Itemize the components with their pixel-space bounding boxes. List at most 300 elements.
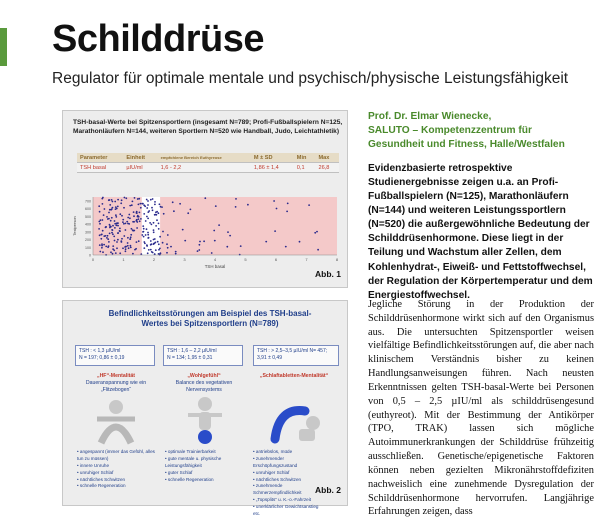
data-point: [125, 250, 127, 252]
box-line: TSH : < 1,3 µIU/ml: [79, 348, 121, 354]
data-point: [170, 246, 172, 248]
data-point: [119, 230, 121, 232]
data-point: [166, 252, 168, 254]
data-point: [151, 224, 153, 226]
list-item: • zunehmender Erschöpfungszustand: [253, 456, 323, 470]
data-point: [146, 228, 148, 230]
x-tick-label: 1: [122, 257, 125, 262]
data-point: [109, 204, 111, 206]
data-point: [175, 251, 177, 253]
list-item: • unruhiger Schlaf: [253, 470, 323, 477]
x-tick-label: 8: [335, 257, 339, 262]
table-cell: 26,8: [316, 163, 340, 173]
data-point: [126, 221, 128, 223]
data-point: [143, 228, 145, 230]
data-point: [147, 252, 149, 254]
table-cell: 1,6 - 2,2: [158, 163, 251, 173]
data-point: [147, 234, 149, 236]
data-point: [158, 212, 160, 214]
symptom-list: [253, 449, 323, 518]
x-tick-label: 2: [152, 257, 156, 262]
data-point: [147, 232, 149, 234]
list-item: • unruhiger Schlaf: [77, 470, 157, 477]
data-point: [160, 252, 162, 254]
data-point: [102, 230, 104, 232]
data-point: [158, 223, 160, 225]
data-point: [136, 221, 138, 223]
data-point: [143, 236, 145, 238]
y-axis-label: Testperson: [72, 216, 77, 236]
data-point: [122, 219, 124, 221]
intro-paragraph: Evidenzbasierte retrospektive Studienergebnisse zeigen u.a. an Profi-Fußballspielern (N=125), Marathonläufern (N=144) und weiteren Leistungssportlern (N=520) die außergewöhnliche Bedeutung der Schilddrüsenhormone. Diese liegt in der Teilung und Wachstum aller Zellen, dem Kohlenhydrat-, Eiweiß- und Fettstoffwechsel, der Regulation der Körpertemperatur und dem Energiestoffwechsel.: [368, 163, 593, 301]
data-point: [155, 249, 157, 251]
data-point: [117, 239, 119, 241]
data-point: [99, 244, 101, 246]
tsh-range-box: [253, 345, 339, 366]
data-point: [172, 201, 174, 203]
figure-2-title: [79, 309, 341, 330]
list-item: • optimale Trainierbarkeit: [165, 449, 245, 456]
data-point: [129, 205, 131, 207]
symptom-list: [77, 449, 157, 490]
data-point: [150, 199, 152, 201]
data-point: [98, 228, 100, 230]
figure-2-label: Abb. 2: [315, 485, 341, 495]
data-point: [105, 227, 107, 229]
exhausted-figure-icon: [269, 399, 325, 445]
data-point: [314, 232, 316, 234]
data-point: [107, 218, 109, 220]
data-point: [109, 209, 111, 211]
data-point: [265, 241, 267, 243]
data-point: [158, 249, 160, 251]
table-header-cell: Min: [294, 153, 316, 163]
data-point: [147, 211, 149, 213]
author-name: Prof. Dr. Elmar Wienecke,: [368, 111, 492, 122]
data-point: [152, 252, 154, 254]
data-point: [162, 231, 164, 233]
data-point: [144, 243, 146, 245]
data-point: [108, 212, 110, 214]
data-point: [112, 229, 114, 231]
data-point: [199, 241, 201, 243]
table-header-cell: Max: [316, 153, 340, 163]
body-paragraph: Jegliche Störung in der Produktion der Schilddrüsenhormone wirkt sich auf den Organismus aus. Die untersuchten Spitzensportler weisen vielfältige Befindlichkeitsstörungen auf, die aber nach klinischem Verständnis bisher zu keinen Handlungsanweisungen führen. Nach neusten Erkenntnissen gelten TSH-basal-Werte bei Personen von 0,5 – 2,5 µIU/ml als schilddrüsengesund (euthyreot). Mit der Bestimmung der Antikörper (TPO, TRAK) lassen sich mögliche Autoimmunerkrankungen der Schilddrüse frühzeitig ausschließen. Genetische/epigenetische Faktoren können neben gezielten Mikronährstoffdefiziten nachweislich eine zunehmende Dysregulation der Schilddrüsenhormone hervorrufen. Langjährige Erfahrungen zeigen, dass: [368, 299, 594, 518]
accent-bar: [0, 28, 7, 66]
tsh-range-box: [163, 345, 243, 366]
data-point: [158, 243, 160, 245]
data-point: [187, 212, 189, 214]
data-point: [98, 221, 100, 223]
data-point: [153, 243, 155, 245]
data-point: [106, 216, 108, 218]
data-point: [114, 223, 116, 225]
data-point: [130, 234, 132, 236]
data-point: [116, 223, 118, 225]
figure-2-title-line: Wertes bei Spitzensportlern (N=789): [141, 319, 279, 329]
data-point: [102, 203, 104, 205]
data-point: [109, 233, 111, 235]
data-point: [127, 237, 129, 239]
data-point: [115, 252, 117, 254]
list-item: • angespannt (immer das Gefühl, alles tun zu müssen): [77, 449, 157, 463]
figure-1-label: Abb. 1: [315, 269, 341, 279]
data-point: [122, 221, 124, 223]
x-tick-label: 3: [183, 257, 186, 262]
data-point: [138, 216, 140, 218]
data-point: [121, 215, 123, 217]
data-point: [175, 253, 177, 255]
data-point: [133, 215, 135, 217]
data-point: [229, 235, 231, 237]
data-point: [299, 241, 301, 243]
data-point: [274, 230, 276, 232]
data-point: [173, 210, 175, 212]
data-point: [142, 231, 144, 233]
data-point: [184, 240, 186, 242]
column-heading: [75, 373, 157, 394]
data-point: [139, 220, 141, 222]
data-point: [227, 231, 229, 233]
y-tick-label: 100: [85, 245, 91, 250]
figure-1-title: TSH-basal-Werte bei Spitzensportlern (insgesamt N=789; Profi-Fußballspielern N=125, Marathonläufern N=144, weiteren Sportlern N=520 wie Handball, Judo, Leichtathletik): [73, 119, 343, 135]
data-point: [112, 253, 114, 255]
y-tick-label: 400: [85, 222, 91, 227]
data-point: [128, 214, 130, 216]
data-point: [153, 222, 155, 224]
data-point: [218, 224, 220, 226]
column-heading-sub: Daueranspannung wie ein „Flitzebogen“: [85, 380, 147, 394]
data-point: [117, 225, 119, 227]
data-point: [98, 205, 100, 207]
data-point: [143, 213, 145, 215]
data-point: [148, 249, 150, 251]
data-point: [102, 251, 104, 253]
data-point: [146, 216, 148, 218]
data-point: [101, 247, 103, 249]
table-header-cell: Parameter: [77, 153, 123, 163]
data-point: [121, 199, 123, 201]
data-point: [136, 211, 138, 213]
list-item: • guter Schlaf: [165, 470, 245, 477]
data-point: [101, 198, 103, 200]
y-tick-label: 600: [85, 207, 91, 212]
data-point: [130, 247, 132, 249]
data-point: [197, 250, 199, 252]
data-point: [140, 207, 142, 209]
box-line: 3,91 ± 0,49: [257, 355, 282, 362]
data-point: [145, 234, 147, 236]
tense-figure-icon: [91, 397, 141, 445]
data-point: [136, 227, 138, 229]
list-item: • nächtliches Schwitzen: [253, 477, 323, 484]
data-point: [163, 213, 165, 215]
data-point: [122, 247, 124, 249]
data-point: [155, 211, 157, 213]
data-point: [99, 234, 101, 236]
table-row: [77, 163, 339, 173]
data-point: [117, 206, 119, 208]
list-item: • schnelle Regeneration: [77, 483, 157, 490]
data-point: [134, 249, 136, 251]
page-subtitle: Regulator für optimale mentale und psychisch/physische Leistungsfähigkeit: [52, 70, 569, 87]
data-point: [115, 214, 117, 216]
data-point: [128, 247, 130, 249]
data-point: [153, 229, 155, 231]
data-point: [125, 223, 127, 225]
data-point: [147, 218, 149, 220]
data-point: [133, 221, 135, 223]
box-line: N = 134; 1,95 ± 0,31: [167, 355, 213, 362]
data-point: [114, 240, 116, 242]
data-point: [146, 199, 148, 201]
figure-2: [62, 300, 348, 517]
data-point: [108, 241, 110, 243]
data-point: [104, 208, 106, 210]
data-point: [103, 244, 105, 246]
data-point: [156, 219, 158, 221]
data-point: [137, 198, 139, 200]
data-point: [130, 236, 132, 238]
x-tick-label: 0: [91, 257, 95, 262]
data-point: [110, 220, 112, 222]
data-point: [127, 245, 129, 247]
data-point: [116, 247, 118, 249]
data-point: [273, 200, 275, 202]
data-point: [123, 235, 125, 237]
data-point: [108, 245, 110, 247]
data-point: [110, 226, 112, 228]
data-point: [144, 205, 146, 207]
data-point: [138, 240, 140, 242]
data-point: [141, 203, 143, 205]
data-point: [99, 251, 101, 253]
data-point: [101, 245, 103, 247]
data-point: [276, 208, 278, 210]
x-tick-label: 5: [244, 257, 247, 262]
data-point: [203, 240, 205, 242]
data-point: [121, 241, 123, 243]
list-item: • gute mentale u. physische Leistungsfähigkeit: [165, 456, 245, 470]
data-point: [146, 207, 148, 209]
table-header-row: [77, 153, 339, 163]
data-point: [285, 246, 287, 248]
x-tick-label: 4: [213, 257, 217, 262]
data-point: [117, 232, 119, 234]
data-point: [147, 237, 149, 239]
data-point: [132, 201, 134, 203]
data-point: [151, 207, 153, 209]
table-header-cell: M ± SD: [251, 153, 294, 163]
x-tick-label: 6: [274, 257, 278, 262]
data-point: [204, 197, 206, 199]
data-point: [124, 246, 126, 248]
data-point: [117, 199, 119, 201]
data-point: [124, 197, 126, 199]
symptom-list: [165, 449, 245, 483]
data-point: [113, 236, 115, 238]
data-point: [154, 238, 156, 240]
column-heading-title: „Schlaftabletten-Mentalität“: [259, 373, 329, 379]
data-point: [159, 203, 161, 205]
data-point: [162, 242, 164, 244]
data-point: [114, 201, 116, 203]
data-point: [140, 218, 142, 220]
data-point: [213, 230, 215, 232]
data-point: [155, 242, 157, 244]
box-line: TSH : > 2,5–3,5 µIU/ml N= 457;: [257, 348, 328, 354]
data-point: [123, 207, 125, 209]
data-point: [116, 241, 118, 243]
data-point: [111, 217, 113, 219]
column-heading-sub: Balance des vegetativen Nervensystems: [175, 380, 233, 394]
data-point: [133, 230, 135, 232]
table-header-cell: Einheit: [123, 153, 157, 163]
data-point: [115, 216, 117, 218]
tsh-scatter-chart: [71, 193, 341, 273]
table-cell: TSH basal: [77, 163, 123, 173]
data-point: [116, 208, 118, 210]
y-tick-label: 700: [85, 199, 91, 204]
data-point: [114, 227, 116, 229]
data-point: [140, 253, 142, 255]
data-point: [247, 204, 249, 206]
data-point: [154, 201, 156, 203]
data-point: [240, 245, 242, 247]
data-point: [138, 198, 140, 200]
data-point: [129, 238, 131, 240]
y-tick-label: 300: [85, 230, 91, 235]
data-point: [145, 220, 147, 222]
data-point: [147, 204, 149, 206]
data-point: [158, 228, 160, 230]
data-point: [112, 207, 114, 209]
data-point: [112, 248, 114, 250]
table-cell: µIU/ml: [123, 163, 157, 173]
box-line: TSH : 1,6 – 2,2 µIU/ml: [167, 348, 217, 354]
tsh-range-box: [75, 345, 155, 366]
data-point: [106, 237, 108, 239]
data-point: [111, 199, 113, 201]
data-point: [131, 204, 133, 206]
data-point: [155, 214, 157, 216]
data-point: [133, 211, 135, 213]
column-heading-title: „HF“-Mentalität: [96, 373, 136, 379]
data-point: [105, 235, 107, 237]
balanced-figure-icon: [180, 395, 230, 445]
data-point: [159, 236, 161, 238]
data-point: [120, 202, 122, 204]
data-point: [215, 205, 217, 207]
data-point: [317, 249, 319, 251]
data-point: [112, 201, 114, 203]
data-point: [235, 198, 237, 200]
author-affiliation: Gesundheit und Fitness, Halle/Westfalen: [368, 138, 565, 150]
data-point: [105, 246, 107, 248]
data-point: [123, 223, 125, 225]
data-point: [121, 238, 123, 240]
x-axis-label: TSH basal: [204, 264, 226, 269]
data-point: [108, 199, 110, 201]
data-point: [115, 225, 117, 227]
data-point: [226, 246, 228, 248]
data-point: [107, 238, 109, 240]
data-point: [167, 234, 169, 236]
data-point: [114, 220, 116, 222]
box-line: N = 197; 0,86 ± 0,19: [79, 355, 125, 362]
data-point: [286, 211, 288, 213]
data-point: [153, 231, 155, 233]
data-point: [167, 247, 169, 249]
y-tick-label: 500: [85, 214, 91, 219]
list-item: • nächtliches Schwitzen: [77, 477, 157, 484]
data-point: [141, 234, 143, 236]
data-point: [142, 225, 144, 227]
y-tick-label: 0: [89, 253, 91, 258]
column-heading: [163, 373, 245, 394]
data-point: [139, 212, 141, 214]
data-point: [138, 218, 140, 220]
figure-1: [62, 110, 348, 288]
column-heading-title: „Wohlgefühl“: [187, 373, 221, 379]
data-point: [214, 240, 216, 242]
list-item: • „Topsplits“ u. K.-o.-Fahrzeit: [253, 497, 323, 504]
data-point: [138, 204, 140, 206]
table-cell: 1,86 ± 1,4: [251, 163, 294, 173]
data-point: [211, 252, 213, 254]
data-point: [150, 243, 152, 245]
data-point: [125, 197, 127, 199]
data-point: [130, 245, 132, 247]
data-point: [131, 228, 133, 230]
data-point: [140, 203, 142, 205]
list-item: • antriebslos, müde: [253, 449, 323, 456]
data-point: [132, 253, 134, 255]
data-point: [150, 249, 152, 251]
data-point: [125, 248, 127, 250]
table-cell: 0,1: [294, 163, 316, 173]
data-point: [199, 244, 201, 246]
data-point: [129, 217, 131, 219]
data-point: [316, 231, 318, 233]
data-point: [134, 197, 136, 199]
data-point: [143, 247, 145, 249]
table-header-cell: empfohlene Bereich Euthyreose: [158, 153, 251, 163]
data-point: [125, 229, 127, 231]
data-point: [127, 223, 129, 225]
list-item: • unerklärlicher Gewichtsanstieg etc.: [253, 504, 323, 518]
data-point: [107, 235, 109, 237]
data-point: [154, 204, 156, 206]
data-point: [308, 204, 310, 206]
data-point: [146, 245, 148, 247]
data-point: [111, 232, 113, 234]
data-point: [190, 209, 192, 211]
data-point: [179, 203, 181, 205]
data-point: [102, 219, 104, 221]
data-point: [127, 217, 129, 219]
figure-1-table: [77, 153, 339, 173]
list-item: • zunehmende Schmerzempfindlichkeit: [253, 483, 323, 497]
data-point: [150, 240, 152, 242]
data-point: [287, 203, 289, 205]
list-item: • schnelle Regeneration: [165, 477, 245, 484]
data-point: [157, 241, 159, 243]
data-point: [99, 211, 101, 213]
data-point: [119, 213, 121, 215]
data-point: [119, 228, 121, 230]
data-point: [100, 238, 102, 240]
